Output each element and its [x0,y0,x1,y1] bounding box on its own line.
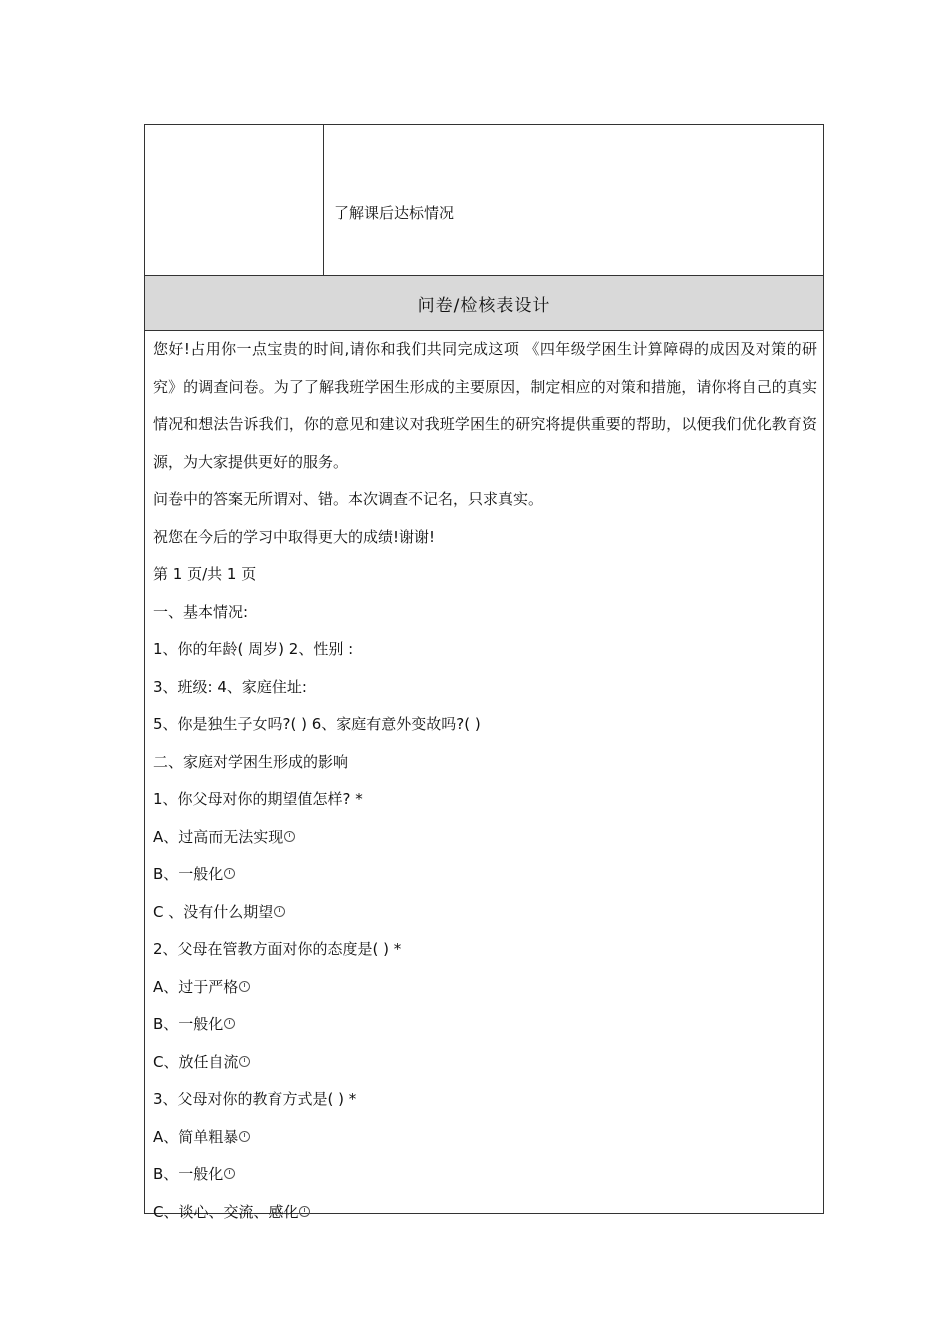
basic-info-line: 1、你的年龄( 周岁) 2、性别 : [153,640,354,658]
intro-paragraph: 您好!占用你一点宝贵的时间,请你和我们共同完成这项 《四年级学困生计算障碍的成因及对策的研究》的调查问卷。为了了解我班学困生形成的主要原因，制定相应的对策和措施，请你将自己的真实情况和想法告诉我们，你的意见和建议对我班学困生的研究将提供重要的帮助，以便我们优化教育资源，为大家提供更好的服务。 [153,340,817,471]
option-item[interactable] [153,856,817,894]
clock-icon [224,1168,235,1179]
clock-icon [224,868,235,879]
clock-icon [224,1018,235,1029]
option-label: B、一般化 [153,865,224,883]
section-title: 问卷/检核表设计 [417,295,551,316]
goal-text: 了解课后达标情况 [334,204,455,222]
clock-icon [274,906,285,917]
goal-row [145,125,823,276]
option-label: C 、没有什么期望 [153,902,274,921]
wish-line: 祝您在今后的学习中取得更大的成绩!谢谢! [153,527,436,546]
option-label: B、一般化 [153,1165,224,1183]
option-item[interactable] [153,1194,817,1232]
option-item[interactable] [153,1156,817,1194]
option-label: C、放任自流 [153,1052,239,1071]
option-label: A、过于严格 [153,977,239,996]
option-item[interactable] [153,1044,817,1082]
basic-info-heading: 一、基本情况: [153,602,249,621]
clock-icon [299,1206,310,1217]
answers-note: 问卷中的答案无所谓对、错。本次调查不记名，只求真实。 [153,490,544,508]
option-item[interactable] [153,969,817,1007]
option-item[interactable] [153,894,817,932]
option-label: A、简单粗暴 [153,1127,239,1146]
option-label: C、谈心、交流、感化 [153,1202,299,1221]
option-item[interactable] [153,1119,817,1157]
basic-info-line: 5、你是独生子女吗?( ) 6、家庭有意外变故吗?( ) [153,715,481,733]
family-section-heading: 二、家庭对学困生形成的影响 [153,752,349,771]
questionnaire-table [144,124,824,1221]
option-item[interactable] [153,1006,817,1044]
question-text: 2、父母在管教方面对你的态度是( ) * [153,940,402,958]
option-label: B、一般化 [153,1015,224,1033]
option-label: A、过高而无法实现 [153,827,284,846]
section-header [145,276,823,331]
clock-icon [239,981,250,992]
clock-icon [239,1131,250,1142]
page-info: 第 1 页/共 1 页 [153,565,257,583]
questionnaire-body [153,331,817,1231]
clock-icon [284,831,295,842]
option-item[interactable] [153,819,817,857]
basic-info-line: 3、班级: 4、家庭住址: [153,677,307,696]
question-text: 1、你父母对你的期望值怎样? * [153,790,363,808]
question-text: 3、父母对你的教育方式是( ) * [153,1090,357,1108]
clock-icon [239,1056,250,1067]
goal-label-cell [145,125,324,275]
